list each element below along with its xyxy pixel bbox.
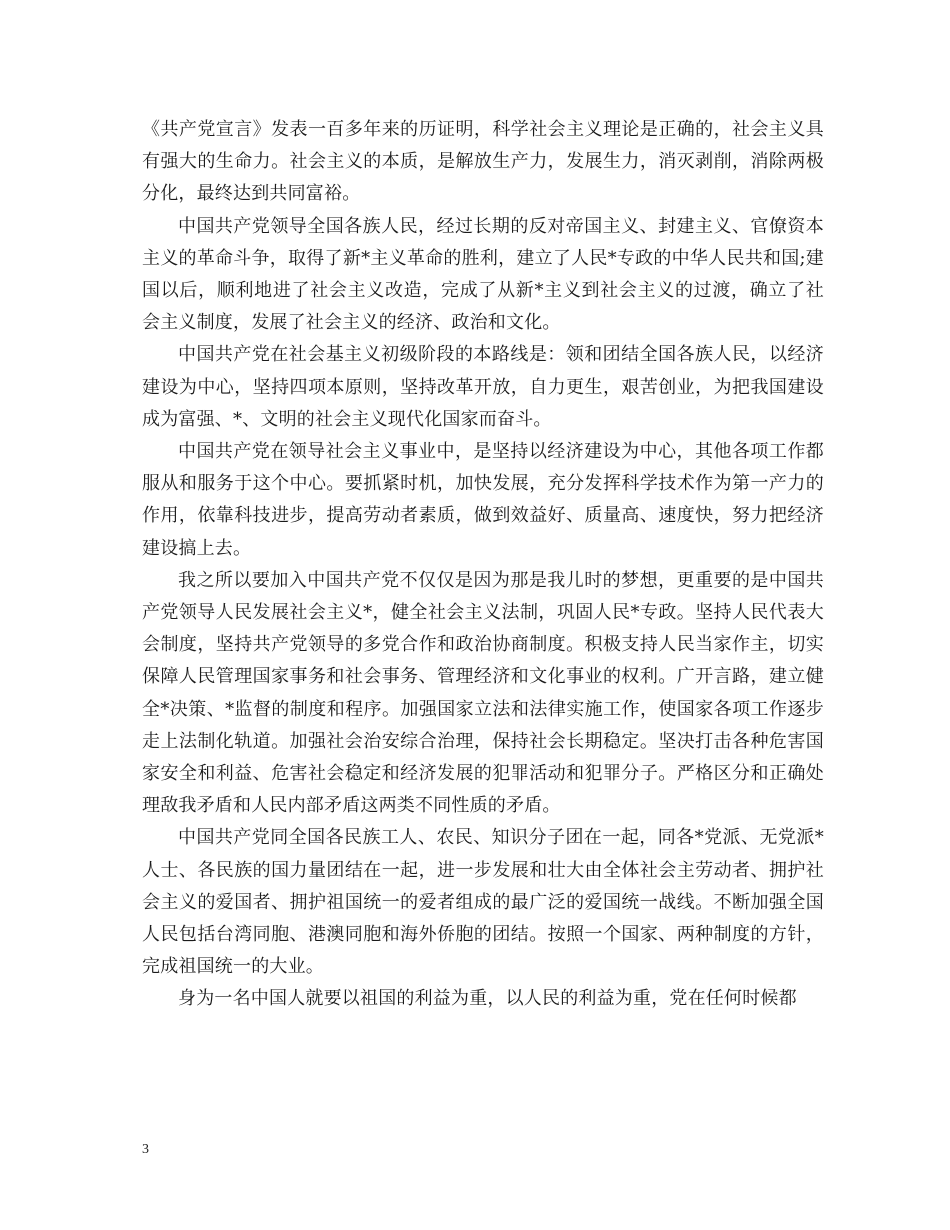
document-body (142, 114, 824, 1016)
paragraph-6: 中国共产党同全国各民族工人、农民、知识分子团在一起，同各*党派、无党派*人士、各民族的国力量团结在一起，进一步发展和壮大由全体社会主劳动者、拥护社会主义的爱国者、拥护祖国统一的爱者组成的最广泛的爱国统一战线。不断加强全国人民包括台湾同胞、港澳同胞和海外侨胞的团结。按照一个国家、两种制度的方针，完成祖国统一的大业。 (142, 827, 824, 978)
paragraph-7: 身为一名中国人就要以祖国的利益为重，以人民的利益为重，党在任何时候都 (178, 988, 797, 1010)
paragraph-1: 《共产党宣言》发表一百多年来的历证明，科学社会主义理论是正确的，社会主义具有强大的生命力。社会主义的本质，是解放生产力，发展生力，消灭剥削，消除两极分化，最终达到共同富裕。 (142, 119, 824, 205)
paragraph-3: 中国共产党在社会基主义初级阶段的本路线是：领和团结全国各族人民，以经济建设为中心，坚持四项本原则，坚持改革开放，自力更生，艰苦创业，为把我国建设成为富强、*、文明的社会主义现代化国家而奋斗。 (142, 344, 824, 430)
paragraph-2: 中国共产党领导全国各族人民，经过长期的反对帝国主义、封建主义、官僚资本主义的革命斗争，取得了新*主义革命的胜利，建立了人民*专政的中华人民共和国;建国以后，顺利地进了社会主义改造，完成了从新*主义到社会主义的过渡，确立了社会主义制度，发展了社会主义的经济、政治和文化。 (142, 215, 824, 334)
paragraph-4: 中国共产党在领导社会主义事业中，是坚持以经济建设为中心，其他各项工作都服从和服务于这个中心。要抓紧时机，加快发展，充分发挥科学技术作为第一产力的作用，依靠科技进步，提高劳动者素质，做到效益好、质量高、速度快，努力把经济建设搞上去。 (142, 441, 824, 559)
page-number: 3 (142, 1142, 149, 1157)
paragraph-5: 我之所以要加入中国共产党不仅仅是因为那是我儿时的梦想，更重要的是中国共产党领导人民发展社会主义*，健全社会主义法制，巩固人民*专政。坚持人民代表大会制度，坚持共产党领导的多党合作和政治协商制度。积极支持人民当家作主，切实保障人民管理国家事务和社会事务、管理经济和文化事业的权利。广开言路，建立健全*决策、*监督的制度和程序。加强国家立法和法律实施工作，使国家各项工作逐步走上法制化轨道。加强社会治安综合治理，保持社会长期稳定。坚决打击各种危害国家安全和利益、危害社会稳定和经济发展的犯罪活动和犯罪分子。严格区分和正确处理敌我矛盾和人民内部矛盾这两类不同性质的矛盾。 (142, 569, 824, 817)
